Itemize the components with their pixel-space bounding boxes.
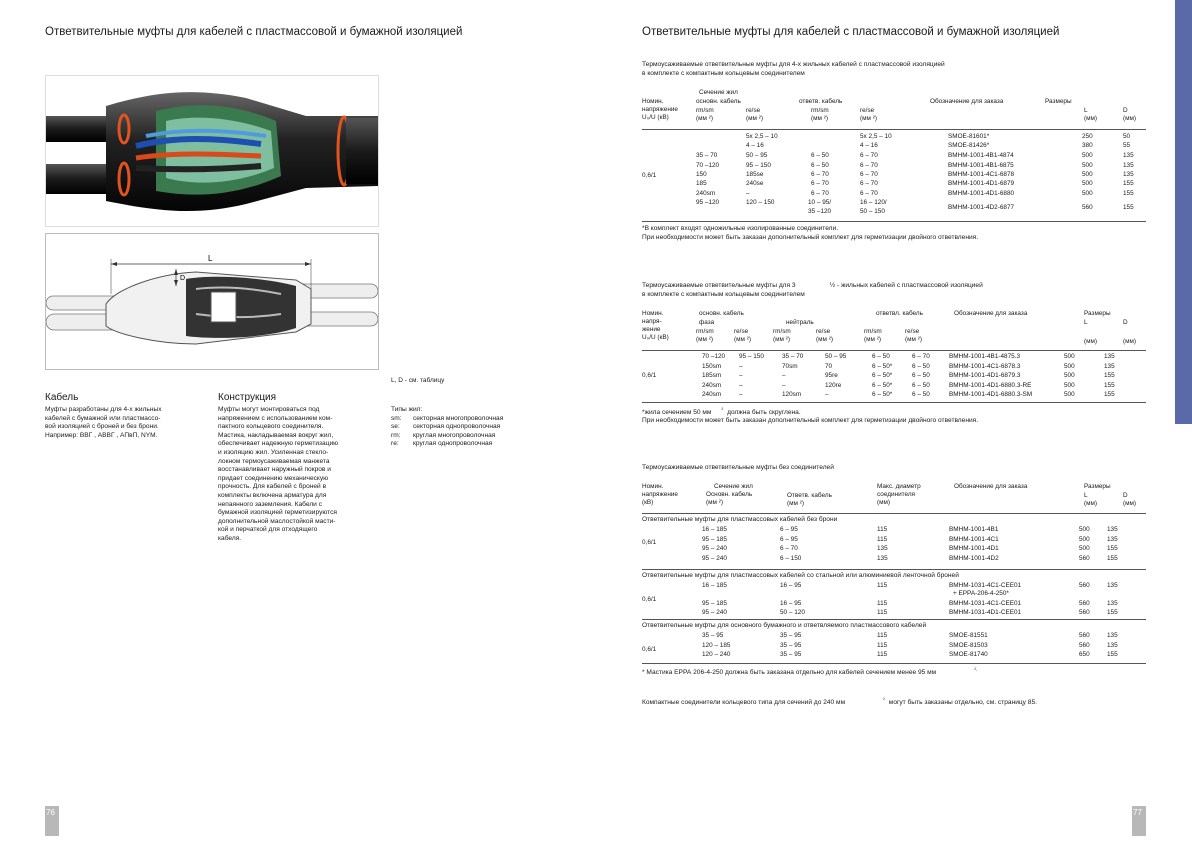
construction-line: кабеля. [218, 534, 242, 542]
t2-cell-D: 155 [1104, 372, 1115, 380]
t2-header-rule [642, 350, 1146, 351]
footer-note: Компактные соединители кольцевого типа для сечений до 240 мм $^{^2}$ могут быть заказаны отдельно, см. страницу 85. [642, 697, 1037, 707]
page-number: 76 [45, 806, 59, 836]
t2-head-rm: rm/sm (мм ²) [696, 328, 714, 343]
t3-cell-L: 560 [1079, 609, 1090, 617]
t1-cell-re2: 5x 2,5 – 10 [860, 133, 892, 140]
group-rule [642, 619, 1146, 620]
t1-cell-rm2: 6 – 50 [811, 152, 829, 159]
t1-head-rm2: rm/sm (мм ²) [811, 107, 829, 122]
type-row: re: круглая однопроволочная [391, 440, 493, 448]
t2-head-re2: re/se (мм ²) [816, 328, 833, 343]
cable-line: Например: ВВГ , АВВГ , АПвП, NYM. [45, 431, 158, 439]
group-rule [642, 569, 1146, 570]
t1-cell-D: 135 [1123, 162, 1134, 169]
t2-cell-phase-re: – [739, 391, 743, 399]
t1-cell-re: – [746, 190, 750, 197]
t3-cell-branch: 6 – 95 [780, 535, 798, 543]
t3-cell-code: SMOE-81551 [949, 632, 988, 639]
t3-cell-main: 35 – 95 [702, 632, 724, 639]
t1-cell-L: 500 [1082, 180, 1093, 187]
t2-cell-code: ВМНМ-1001-4С1-6878.3 [949, 362, 1021, 370]
table1-title: Термоусаживаемые ответвительные муфты для 4-х жильных кабелей с пластмассовой изоляцией [642, 61, 945, 68]
t3-header-rule [642, 513, 1146, 514]
t1-cell-D: 50 [1123, 133, 1131, 140]
t1-head-D: D (мм) [1123, 107, 1137, 122]
t3-footer-rule [642, 663, 1146, 664]
t3-cell-max: 115 [877, 535, 888, 543]
t1-cell-rm: 185 [696, 180, 707, 187]
t3-head-nom: Номин. напряжение (кВ) [642, 483, 678, 506]
group-title: Ответвительные муфты для пластмассовых кабелей со стальной или алюминиевой ленточной броней [642, 572, 959, 579]
t3-cell-code: ВМНМ-1001-4D1 [949, 545, 999, 553]
t2-cell-neutral-re: 95re [825, 372, 838, 380]
t1-cell-re2: 6 – 70 [860, 171, 878, 178]
t1-cell-rm: 35 – 70 [696, 152, 718, 159]
t3-head-branch: Ответв. кабель (мм ²) [787, 492, 832, 507]
t2-head-size: Размеры [1084, 310, 1111, 317]
type-row: rm: круглая многопроволочная [391, 431, 496, 439]
t2-cell-phase-rm: 70 –120 [702, 353, 726, 360]
table2-title: Термоусаживаемые ответвительные муфты для 3 ½ - жильных кабелей с пластмассовой изоляцией [642, 282, 983, 289]
t1-cell-re2: 6 – 70 [860, 162, 878, 169]
t1-header-rule [642, 129, 1146, 130]
t3-cell-L: 500 [1079, 526, 1090, 533]
t3-cell-L: 500 [1079, 535, 1090, 543]
t2-cell-code: ВМНМ-1001-4D1-6880.3-SM [949, 391, 1033, 399]
t1-cell-re2: 4 – 16 [860, 142, 878, 149]
t1-cell-re: 50 – 95 [746, 152, 768, 159]
t3-cell-L: 560 [1079, 554, 1090, 562]
joint-drawing [46, 234, 378, 369]
t2-cell-neutral-rm: 120sm [782, 391, 802, 399]
t1-cell-L: 500 [1082, 162, 1093, 169]
t1-cell-re2: 6 – 70 [860, 180, 878, 187]
t2-cell-phase-rm: 150sm [702, 362, 722, 370]
t2-cell-phase-re: 95 – 150 [739, 353, 764, 360]
t2-cell-neutral-re: – [825, 391, 829, 399]
t1-cell-rm2: 6 – 70 [811, 171, 829, 178]
construction-line: придает соединению механическую [218, 474, 329, 482]
t2-head-re3: re/se (мм ²) [905, 328, 922, 343]
t3-cell-L: 560 [1079, 599, 1090, 607]
t1-cell-D: 135 [1123, 152, 1134, 159]
t2-head-rm3: rm/sm (мм ²) [864, 328, 882, 343]
t2-cell-neutral-re: 120re [825, 381, 842, 389]
t1-cell-L: 500 [1082, 171, 1093, 178]
type-row: se: секторная однопроволочная [391, 423, 501, 431]
t3-cell-main: 120 – 240 [702, 651, 731, 659]
t1-head-size: Размеры [1045, 98, 1072, 105]
core-types-list [391, 406, 503, 449]
t3-head-L: L (мм) [1084, 492, 1098, 507]
group-title: Ответвительные муфты для основного бумажного и ответвляемого пластмассового кабелей [642, 622, 927, 629]
t3-cell-main: 120 – 185 [702, 641, 731, 649]
t2-head-L-unit: (мм) [1084, 338, 1098, 345]
t1-head-rm: rm/sm (мм ²) [696, 107, 714, 122]
t3-cell-D: 135 [1107, 535, 1118, 543]
t3-cell-D: 135 [1107, 599, 1118, 607]
t2-cell-neutral-rm: – [782, 381, 786, 389]
t3-cell-main: 95 – 185 [702, 599, 727, 607]
types-heading: Типы жил: [391, 406, 423, 413]
t2-head-main: основн. кабель [699, 310, 744, 317]
t3-cell-code: ВМНМ-1031-4D1-СЕЕ01 [949, 609, 1022, 617]
t2-note2: При необходимости может быть заказан дополнительный комплект для герметизации двойного ответвления. [642, 417, 979, 424]
t3-cell-max: 115 [877, 632, 888, 639]
t1-head-order: Обозначение для заказа [930, 98, 1004, 105]
t2-cell-L: 500 [1064, 362, 1075, 370]
t2-footer-rule [642, 402, 1146, 403]
t2-cell-D: 135 [1104, 362, 1115, 370]
t3-head-order: Обозначение для заказа [954, 483, 1028, 490]
t2-cell-branch-rm: 6 – 50* [872, 381, 893, 389]
t2-cell-branch-re: 6 – 50 [912, 362, 930, 370]
t3-cell-main: 16 – 185 [702, 582, 727, 589]
t1-cell-rm2: 35 –120 [808, 208, 832, 215]
t3-cell-code: ВМНМ-1001-4D2 [949, 554, 999, 562]
table3-title: Термоусаживаемые ответвительные муфты без соединителей [642, 464, 834, 471]
dimension-drawing [45, 233, 379, 370]
page-right [596, 0, 1192, 842]
t1-cell-re: 240se [746, 180, 764, 187]
page-title: Ответвительные муфты для кабелей с пластмассовой и бумажной изоляцией [642, 26, 1060, 38]
diagram-caption: L, D - см. таблицу [391, 377, 445, 384]
page-number: 77 [1132, 806, 1146, 836]
t1-cell-re2: 6 – 70 [860, 190, 878, 197]
cable-heading: Кабель [45, 392, 79, 403]
t2-cell-branch-rm: 6 – 50 [872, 353, 890, 360]
t2-cell-L: 500 [1064, 353, 1075, 360]
t1-cell-rm: 240sm [696, 190, 716, 197]
t3-cell-branch: 6 – 70 [780, 545, 798, 553]
t1-cell-L: 380 [1082, 142, 1093, 149]
t3-cell-max: 135 [877, 545, 888, 553]
t1-cell-re: 95 – 150 [746, 162, 771, 169]
t2-cell-phase-re: – [739, 372, 743, 380]
t2-head-D: D [1123, 319, 1128, 326]
t2-cell-neutral-re: 70 [825, 362, 833, 370]
type-row: sm: секторная многопроволочная [391, 414, 504, 422]
t3-cell-max: 115 [877, 609, 888, 617]
t2-cell-L: 500 [1064, 372, 1075, 380]
t2-cell-neutral-rm: – [782, 372, 786, 380]
t3-cell-branch: 35 – 95 [780, 632, 802, 639]
t1-cell-re: 185se [746, 171, 764, 178]
t2-cell-neutral-rm: 35 – 70 [782, 353, 804, 360]
t3-cell-max: 135 [877, 554, 888, 562]
t2-head-L: L [1084, 319, 1088, 326]
t1-cell-re2: 50 – 150 [860, 208, 885, 215]
construction-line: непаянного заземления. Кабели с [218, 500, 322, 508]
t1-cell-rm: 70 –120 [696, 162, 720, 169]
t3-cell-branch: 35 – 95 [780, 651, 802, 659]
construction-line: комплекты включена арматура для [218, 491, 327, 499]
t1-cell-code: ВМНМ-1001-4D1-6879 [948, 180, 1015, 187]
t3-cell-main: 95 – 240 [702, 554, 727, 562]
t3-cell-max: 115 [877, 526, 888, 533]
construction-line: Мастика, накладываемая вокруг жил, [218, 431, 334, 439]
t3-cell-max: 115 [877, 582, 888, 589]
t1-cell-re: 4 – 16 [746, 142, 764, 149]
t3-voltage: 0,6/1 [642, 539, 657, 546]
t3-voltage: 0,6/1 [642, 596, 657, 603]
construction-line: кой и перчаткой для отходящего [218, 526, 318, 534]
t3-note: * Мастика ЕРРА 206-4-250 должна быть заказана отдельно для кабелей сечением менее 95 мм $^{^2.}$ [642, 667, 978, 677]
t3-cell-L: 560 [1079, 582, 1090, 589]
t3-cell-branch: 35 – 95 [780, 641, 802, 649]
t1-head-section: Сечение жил [699, 89, 738, 96]
t3-cell-code: ВМНМ-1001-4В1 [949, 526, 999, 533]
t3-voltage: 0,6/1 [642, 646, 657, 653]
t2-cell-code: ВМНМ-1001-4В1-4875.3 [949, 353, 1021, 360]
t1-cell-code: ВМНМ-1001-4В1-4874 [948, 152, 1014, 159]
t3-cell-code: ВМНМ-1031-4С1-СЕЕ01 [949, 582, 1022, 589]
t2-head-rm2: rm/sm (мм ²) [773, 328, 791, 343]
t3-cell-D: 155 [1107, 545, 1118, 553]
t3-cell-branch: 16 – 95 [780, 599, 802, 607]
construction-line: локном термоусаживаемая манжета [218, 457, 330, 465]
construction-line: напряжением с использованием ком- [218, 414, 333, 422]
t1-cell-rm2: 10 – 95/ [808, 199, 832, 206]
t3-cell-max: 115 [877, 599, 888, 607]
t3-cell-D: 135 [1107, 526, 1118, 533]
t1-cell-D: 155 [1123, 204, 1134, 211]
t3-cell-main: 95 – 240 [702, 609, 727, 617]
t2-cell-D: 155 [1104, 381, 1115, 389]
t2-cell-phase-rm: 240sm [702, 381, 722, 389]
t2-head-order: Обозначение для заказа [954, 310, 1028, 317]
construction-line: обеспечивает надежную герметизацию [218, 440, 339, 448]
t3-cell-D: 155 [1107, 554, 1118, 562]
t2-cell-phase-re: – [739, 381, 743, 389]
t3-cell-max: 115 [877, 651, 888, 659]
t1-cell-code: SMOE-81426* [948, 142, 990, 149]
t2-cell-code: ВМНМ-1001-4D1-6879.3 [949, 372, 1021, 380]
cable-line: Муфты разработаны для 4-х жильных [45, 406, 162, 413]
t1-cell-re: 5x 2,5 – 10 [746, 133, 778, 140]
t1-cell-code: ВМНМ-1001-4В1-6875 [948, 162, 1014, 169]
t1-cell-code: ВМНМ-1001-4D2-6877 [948, 204, 1015, 211]
t1-cell-D: 155 [1123, 180, 1134, 187]
t1-cell-rm: 95 –120 [696, 199, 720, 206]
t3-cell-main: 16 – 185 [702, 526, 727, 533]
t1-head-re2: re/se (мм ²) [860, 107, 877, 122]
t2-head-branch: ответвл. кабель [876, 310, 923, 317]
t1-head-nom: Номин. напряжение U₀/U (кВ) [642, 98, 678, 121]
t2-note1: *жила сечением 50 мм $^{^2}$ должна быть скруглена. [642, 407, 801, 417]
t1-cell-D: 135 [1123, 171, 1134, 178]
t2-cell-branch-re: 6 – 70 [912, 353, 930, 360]
t3-head-D: D (мм) [1123, 492, 1137, 507]
t3-cell-D: 155 [1107, 651, 1118, 659]
t3-cell-D: 135 [1107, 582, 1118, 589]
t2-cell-code: ВМНМ-1001-4D1-6880.3-RE [949, 381, 1032, 389]
t1-note2: При необходимости может быть заказан дополнительный комплект для герметизации двойного ответвления. [642, 234, 979, 241]
t1-head-branch: ответв. кабель [799, 98, 843, 105]
t2-voltage: 0,6/1 [642, 372, 657, 379]
t3-cell-main: 95 – 240 [702, 545, 727, 553]
cable-line: вой изоляцией с броней и без брони. [45, 423, 159, 431]
product-photo [45, 75, 379, 227]
t1-cell-re2: 6 – 70 [860, 152, 878, 159]
t3-cell-branch: 50 – 120 [780, 609, 805, 617]
t1-voltage: 0,6/1 [642, 172, 657, 179]
t1-cell-rm2: 6 – 70 [811, 180, 829, 187]
t1-cell-code: ВМНМ-1001-4С1-6878 [948, 171, 1015, 178]
t3-cell-code: SMOE-81503 [949, 641, 988, 649]
t3-cell-code-extra: + ЕРРА-206-4-250* [953, 590, 1009, 598]
t3-head-main: Сечение жил Основн. кабель (мм ²) [706, 483, 753, 506]
t1-head-main: основн. кабель [696, 98, 741, 105]
t1-cell-rm: 150 [696, 171, 707, 178]
t1-cell-code: SMOE-81601* [948, 133, 990, 140]
t2-cell-neutral-re: 50 – 95 [825, 353, 847, 360]
construction-line: восстанавливает наружный покров и [218, 466, 331, 474]
t1-cell-rm2: 6 – 50 [811, 162, 829, 169]
t2-cell-branch-rm: 6 – 50* [872, 372, 893, 380]
t3-cell-L: 500 [1079, 545, 1090, 553]
construction-line: и изоляцию жил. Усиленная стекло- [218, 448, 329, 456]
t1-cell-re: 120 – 150 [746, 199, 775, 206]
t3-cell-branch: 6 – 150 [780, 554, 802, 562]
t1-cell-L: 560 [1082, 204, 1093, 211]
t3-cell-L: 560 [1079, 632, 1090, 639]
t2-cell-branch-re: 6 – 50 [912, 372, 930, 380]
t2-head-phase: фаза [699, 319, 715, 326]
t2-cell-phase-rm: 240sm [702, 391, 722, 399]
t1-note1: *В комплект входят одножильные изолированные соединители. [642, 225, 839, 232]
t2-cell-D: 155 [1104, 391, 1115, 399]
label-L: L [208, 254, 213, 263]
construction-text [218, 406, 338, 544]
t1-head-re: re/se (мм ²) [746, 107, 763, 122]
construction-line: дополнительной маслостойкой масти- [218, 517, 336, 525]
t3-head-max: Макс. диаметр соединителя (мм) [877, 483, 921, 506]
t2-cell-branch-re: 6 – 50 [912, 391, 930, 399]
t1-cell-code: ВМНМ-1001-4D1-6880 [948, 190, 1015, 197]
t3-cell-code: SMOE-81740 [949, 651, 988, 659]
t3-cell-L: 560 [1079, 641, 1090, 649]
t3-cell-branch: 6 – 95 [780, 526, 798, 533]
t2-cell-phase-rm: 185sm [702, 372, 722, 380]
t2-cell-phase-re: – [739, 362, 743, 370]
t2-cell-L: 500 [1064, 391, 1075, 399]
cable-text [45, 406, 162, 440]
page-title: Ответвительные муфты для кабелей с пластмассовой и бумажной изоляцией [45, 26, 463, 38]
cable-joint-photo [46, 76, 378, 226]
t3-cell-branch: 16 – 95 [780, 582, 802, 589]
t1-cell-re2: 16 – 120/ [860, 199, 887, 206]
construction-line: Муфты могут монтироваться под [218, 406, 320, 413]
t3-head-size: Размеры [1084, 483, 1111, 490]
t2-head-neutral: нейтраль [786, 319, 814, 326]
t2-cell-branch-rm: 6 – 50* [872, 362, 893, 370]
t3-cell-code: ВМНМ-1001-4С1 [949, 535, 999, 543]
cable-line: кабелей с бумажной или пластмассо- [45, 414, 161, 422]
t1-cell-rm2: 6 – 70 [811, 190, 829, 197]
t3-cell-max: 115 [877, 641, 888, 649]
t1-cell-L: 500 [1082, 190, 1093, 197]
t1-head-L: L (мм) [1084, 107, 1098, 122]
t2-cell-D: 135 [1104, 353, 1115, 360]
t2-head-re: re/se (мм ²) [734, 328, 751, 343]
t3-cell-L: 650 [1079, 651, 1090, 659]
t3-cell-main: 95 – 185 [702, 535, 727, 543]
t2-head-D-unit: (мм) [1123, 338, 1137, 345]
t1-cell-L: 500 [1082, 152, 1093, 159]
t2-cell-branch-rm: 6 – 50* [872, 391, 893, 399]
construction-line: бумажной изоляцией герметизируются [218, 509, 337, 517]
t2-head-nom: Номин. напря- жение U₀/U (кВ) [642, 310, 669, 341]
t3-cell-D: 135 [1107, 641, 1118, 649]
t2-cell-L: 500 [1064, 381, 1075, 389]
table2-subtitle: в комплекте с компактным кольцевым соединителем [642, 291, 805, 298]
construction-heading: Конструкция [218, 392, 277, 403]
construction-line: пактного кольцевого соединителя. [218, 423, 324, 431]
group-title: Ответвительные муфты для пластмассовых кабелей без брони [642, 516, 838, 523]
t3-cell-D: 135 [1107, 632, 1118, 639]
t1-cell-D: 55 [1123, 142, 1131, 149]
t2-cell-branch-re: 6 – 50 [912, 381, 930, 389]
t3-cell-code: ВМНМ-1031-4С1-СЕЕ01 [949, 599, 1022, 607]
table1-subtitle: в комплекте с компактным кольцевым соединителем [642, 70, 805, 77]
construction-line: прочность. Для кабелей с броней в [218, 483, 327, 491]
t1-cell-D: 155 [1123, 190, 1134, 197]
t3-cell-D: 155 [1107, 609, 1118, 617]
side-accent-bar [1175, 0, 1192, 424]
t2-cell-neutral-rm: 70sm [782, 362, 798, 370]
t1-footer-rule [642, 221, 1146, 222]
t1-cell-L: 250 [1082, 133, 1093, 140]
label-D: D [180, 275, 186, 282]
